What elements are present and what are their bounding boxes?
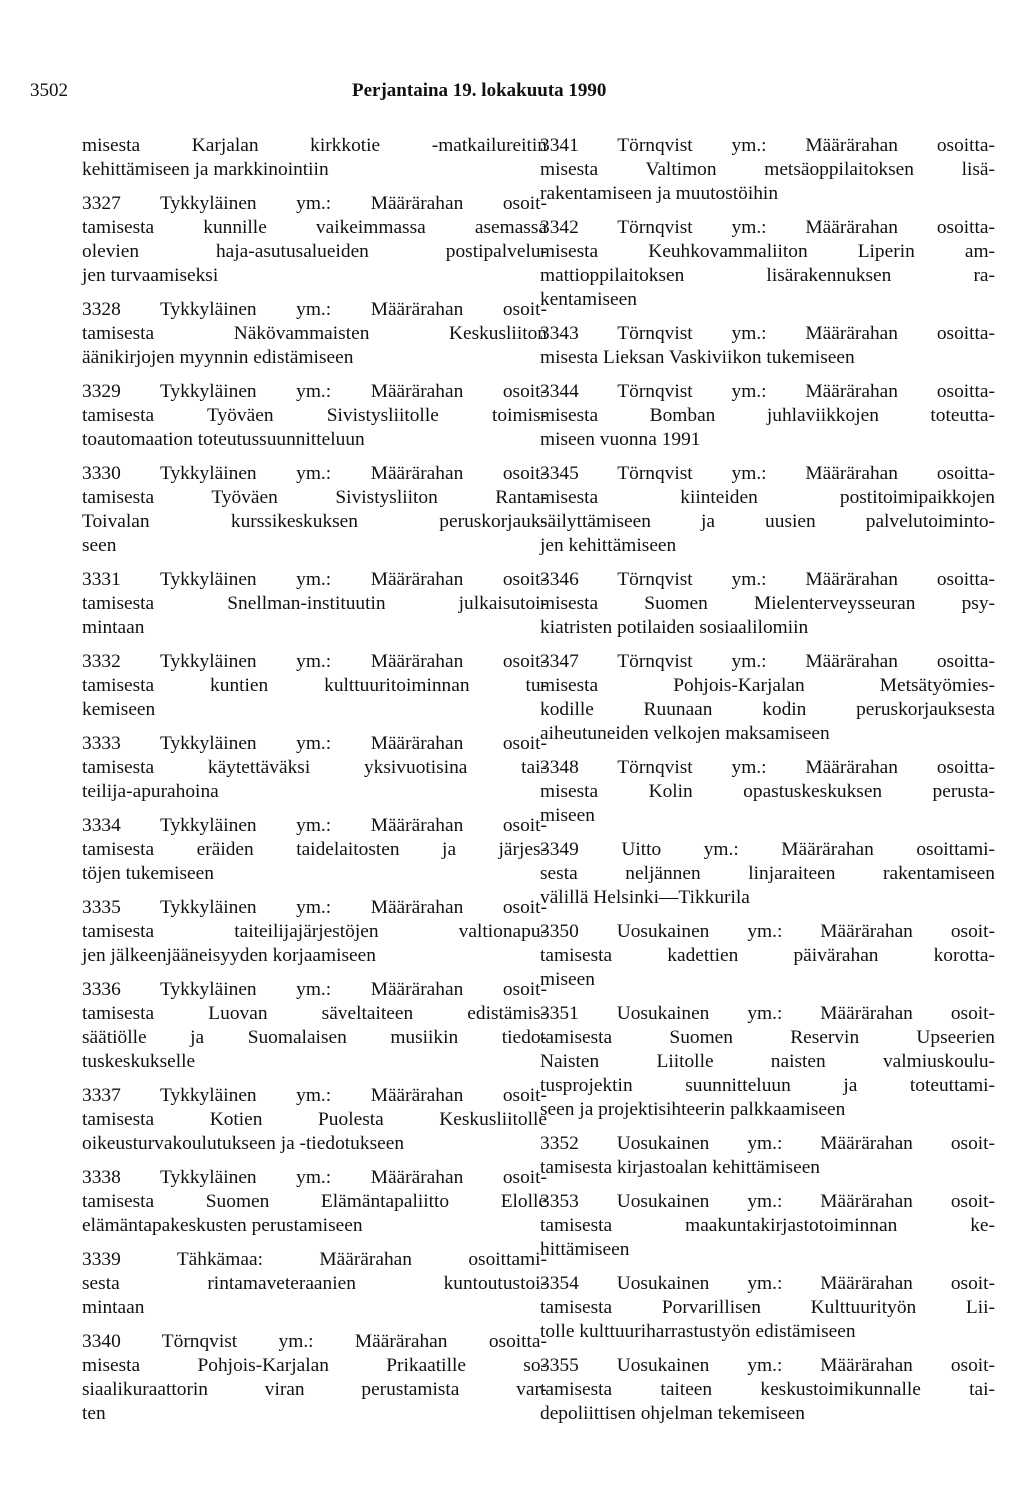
- entry-line: välillä Helsinki—Tikkurila: [540, 887, 750, 908]
- entry-line: miseen: [540, 805, 595, 826]
- entry-line: tolle kulttuuriharrastustyön edistämiseen: [540, 1321, 856, 1342]
- list-item: [82, 1084, 547, 1156]
- entry-line: jen turvaamiseksi: [82, 265, 219, 286]
- list-item: [540, 1002, 995, 1122]
- entry-line: mattioppilaitoksen lisärakennuksen ra-: [540, 265, 995, 286]
- entry-line: 3347 Törnqvist ym.: Määrärahan osoitta-: [540, 651, 995, 672]
- entry-line: teilija-apurahoina: [82, 781, 219, 802]
- entry-line: tamisesta käytettäväksi yksivuotisina tai-: [82, 757, 547, 778]
- entry-line: 3354 Uosukainen ym.: Määrärahan osoit-: [540, 1273, 995, 1294]
- list-item: [540, 1354, 995, 1426]
- entry-line: tamisesta Työväen Sivistysliiton Ranta-: [82, 487, 547, 508]
- entry-line: ten: [82, 1403, 106, 1424]
- entry-line: tamisesta Kotien Puolesta Keskusliitolle: [82, 1109, 547, 1130]
- list-item: [82, 1248, 547, 1320]
- entry-line: 3338 Tykkyläinen ym.: Määrärahan osoit-: [82, 1167, 547, 1188]
- entry-line: mintaan: [82, 617, 145, 638]
- entry-line: jen jälkeenjääneisyyden korjaamiseen: [82, 945, 376, 966]
- list-item: [540, 322, 995, 370]
- entry-line: tamisesta Porvarillisen Kulttuurityön Lii-: [540, 1297, 995, 1318]
- entry-line: 3346 Törnqvist ym.: Määrärahan osoitta-: [540, 569, 995, 590]
- list-item: [82, 1166, 547, 1238]
- list-item: [540, 1132, 995, 1180]
- entry-line: miseen vuonna 1991: [540, 429, 701, 450]
- entry-line: hittämiseen: [540, 1239, 630, 1260]
- entry-line: 3344 Törnqvist ym.: Määrärahan osoitta-: [540, 381, 995, 402]
- list-item: [540, 1272, 995, 1344]
- entry-line: sesta neljännen linjaraiteen rakentamiseen: [540, 863, 995, 884]
- entry-line: elämäntapakeskusten perustamiseen: [82, 1215, 363, 1236]
- entry-line: kentamiseen: [540, 289, 637, 310]
- entry-line: 3355 Uosukainen ym.: Määrärahan osoit-: [540, 1355, 995, 1376]
- list-item: [82, 978, 547, 1074]
- entry-line: 3342 Törnqvist ym.: Määrärahan osoitta-: [540, 217, 995, 238]
- list-item: [82, 192, 547, 288]
- entry-line: misesta Pohjois-Karjalan Prikaatille so-: [82, 1355, 547, 1376]
- entry-line: tamisesta Työväen Sivistysliitolle toimis-: [82, 405, 547, 426]
- entry-line: misesta Karjalan kirkkotie -matkailureitin: [82, 135, 547, 156]
- entry-line: 3328 Tykkyläinen ym.: Määrärahan osoit-: [82, 299, 547, 320]
- entry-line: aiheutuneiden velkojen maksamiseen: [540, 723, 830, 744]
- entry-line: tamisesta Suomen Elämäntapaliitto Elolle: [82, 1191, 547, 1212]
- list-item: [540, 216, 995, 312]
- entry-line: siaalikuraattorin viran perustamista var-: [82, 1379, 547, 1400]
- entry-line: 3339 Tähkämaa: Määrärahan osoittami-: [82, 1249, 547, 1270]
- entry-line: 3337 Tykkyläinen ym.: Määrärahan osoit-: [82, 1085, 547, 1106]
- entry-line: tamisesta kirjastoalan kehittämiseen: [540, 1157, 820, 1178]
- entry-line: 3341 Törnqvist ym.: Määrärahan osoitta-: [540, 135, 995, 156]
- entry-line: misesta Kolin opastuskeskuksen perusta-: [540, 781, 995, 802]
- entry-line: kemiseen: [82, 699, 156, 720]
- entry-line: misesta Bomban juhlaviikkojen toteutta-: [540, 405, 995, 426]
- running-head: Perjantaina 19. lokakuuta 1990: [352, 80, 607, 101]
- entry-line: 3345 Törnqvist ym.: Määrärahan osoitta-: [540, 463, 995, 484]
- entry-line: tamisesta taiteilijajärjestöjen valtionapu-: [82, 921, 547, 942]
- list-item: [540, 838, 995, 910]
- list-item: [540, 568, 995, 640]
- list-item: [82, 732, 547, 804]
- entry-line: tamisesta taiteen keskustoimikunnalle tai-: [540, 1379, 995, 1400]
- entry-line: miseen: [540, 969, 595, 990]
- entry-line: tuskeskukselle: [82, 1051, 196, 1072]
- list-item: [540, 462, 995, 558]
- entry-line: toautomaation toteutussuunnitteluun: [82, 429, 365, 450]
- left-column: [82, 134, 547, 1436]
- entry-line: seen: [82, 535, 117, 556]
- entry-line: tusprojektin suunnitteluun ja toteuttami-: [540, 1075, 995, 1096]
- entry-line: tamisesta kunnille vaikeimmassa asemassa: [82, 217, 547, 238]
- entry-line: 3349 Uitto ym.: Määrärahan osoittami-: [540, 839, 995, 860]
- entry-line: kehittämiseen ja markkinointiin: [82, 159, 329, 180]
- entry-line: Naisten Liitolle naisten valmiuskoulu-: [540, 1051, 995, 1072]
- list-item: [540, 756, 995, 828]
- entry-line: 3340 Törnqvist ym.: Määrärahan osoitta-: [82, 1331, 547, 1352]
- entry-line: tamisesta Luovan säveltaiteen edistämis-: [82, 1003, 547, 1024]
- entry-line: 3348 Törnqvist ym.: Määrärahan osoitta-: [540, 757, 995, 778]
- right-column: [540, 134, 995, 1436]
- entry-line: kodille Ruunaan kodin peruskorjauksesta: [540, 699, 995, 720]
- list-item: [82, 134, 547, 182]
- entry-line: 3353 Uosukainen ym.: Määrärahan osoit-: [540, 1191, 995, 1212]
- list-item: [82, 896, 547, 968]
- entry-line: mintaan: [82, 1297, 145, 1318]
- entry-line: 3331 Tykkyläinen ym.: Määrärahan osoit-: [82, 569, 547, 590]
- entry-line: tamisesta kadettien päivärahan korotta-: [540, 945, 995, 966]
- page-number: 3502: [30, 80, 68, 101]
- entry-line: misesta Valtimon metsäoppilaitoksen lisä-: [540, 159, 995, 180]
- entry-line: 3329 Tykkyläinen ym.: Määrärahan osoit-: [82, 381, 547, 402]
- list-item: [82, 298, 547, 370]
- entry-line: sesta rintamaveteraanien kuntoutustoi-: [82, 1273, 547, 1294]
- entry-line: tamisesta eräiden taidelaitosten ja järjes-: [82, 839, 547, 860]
- entry-line: 3351 Uosukainen ym.: Määrärahan osoit-: [540, 1003, 995, 1024]
- entry-line: tamisesta Suomen Reservin Upseerien: [540, 1027, 995, 1048]
- entry-line: misesta Lieksan Vaskiviikon tukemiseen: [540, 347, 855, 368]
- list-item: [540, 134, 995, 206]
- entry-line: depoliittisen ohjelman tekemiseen: [540, 1403, 805, 1424]
- entry-line: olevien haja-asutusalueiden postipalvelu-: [82, 241, 547, 262]
- entry-line: 3332 Tykkyläinen ym.: Määrärahan osoit-: [82, 651, 547, 672]
- entry-line: säilyttämiseen ja uusien palvelutoiminto-: [540, 511, 995, 532]
- entry-line: 3350 Uosukainen ym.: Määrärahan osoit-: [540, 921, 995, 942]
- entry-line: tamisesta kuntien kulttuuritoiminnan tu-: [82, 675, 547, 696]
- entry-line: rakentamiseen ja muutostöihin: [540, 183, 779, 204]
- entry-line: äänikirjojen myynnin edistämiseen: [82, 347, 354, 368]
- entry-line: tamisesta maakuntakirjastotoiminnan ke-: [540, 1215, 995, 1236]
- entry-line: 3333 Tykkyläinen ym.: Määrärahan osoit-: [82, 733, 547, 754]
- entry-line: 3327 Tykkyläinen ym.: Määrärahan osoit-: [82, 193, 547, 214]
- entry-line: oikeusturvakoulutukseen ja -tiedotukseen: [82, 1133, 405, 1154]
- entry-line: kiatristen potilaiden sosiaalilomiin: [540, 617, 809, 638]
- entry-line: 3334 Tykkyläinen ym.: Määrärahan osoit-: [82, 815, 547, 836]
- entry-line: Toivalan kurssikeskuksen peruskorjauk-: [82, 511, 547, 532]
- entry-line: misesta Keuhkovammaliiton Liperin am-: [540, 241, 995, 262]
- list-item: [540, 920, 995, 992]
- entry-line: jen kehittämiseen: [540, 535, 677, 556]
- entry-line: 3343 Törnqvist ym.: Määrärahan osoitta-: [540, 323, 995, 344]
- entry-line: seen ja projektisihteerin palkkaamiseen: [540, 1099, 846, 1120]
- entry-line: säätiölle ja Suomalaisen musiikin tiedo-: [82, 1027, 547, 1048]
- entry-line: misesta Pohjois-Karjalan Metsätyömies-: [540, 675, 995, 696]
- entry-line: 3336 Tykkyläinen ym.: Määrärahan osoit-: [82, 979, 547, 1000]
- entry-line: 3352 Uosukainen ym.: Määrärahan osoit-: [540, 1133, 995, 1154]
- list-item: [82, 650, 547, 722]
- list-item: [82, 568, 547, 640]
- entry-line: misesta Suomen Mielenterveysseuran psy-: [540, 593, 995, 614]
- list-item: [540, 650, 995, 746]
- entry-line: 3335 Tykkyläinen ym.: Määrärahan osoit-: [82, 897, 547, 918]
- entry-line: 3330 Tykkyläinen ym.: Määrärahan osoit-: [82, 463, 547, 484]
- entry-line: tamisesta Näkövammaisten Keskusliiton: [82, 323, 547, 344]
- list-item: [540, 380, 995, 452]
- list-item: [82, 814, 547, 886]
- list-item: [82, 1330, 547, 1426]
- entry-line: misesta kiinteiden postitoimipaikkojen: [540, 487, 995, 508]
- entry-line: tamisesta Snellman-instituutin julkaisutoi-: [82, 593, 547, 614]
- list-item: [82, 380, 547, 452]
- list-item: [82, 462, 547, 558]
- entry-line: töjen tukemiseen: [82, 863, 214, 884]
- list-item: [540, 1190, 995, 1262]
